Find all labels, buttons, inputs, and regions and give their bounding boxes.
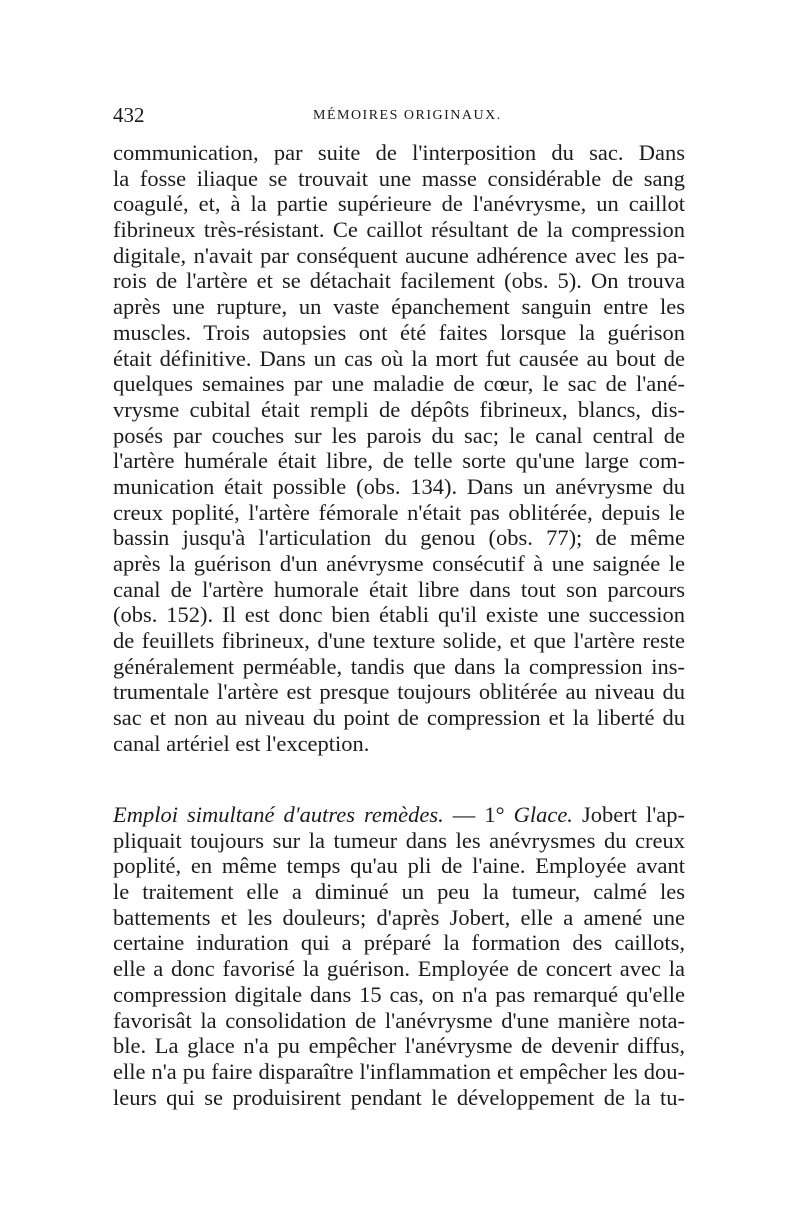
text-line: quelques semaines par une maladie de cœur, le sac de l'ané- [113, 371, 685, 397]
text-line: était définitive. Dans un cas où la mort fut causée au bout de [113, 345, 685, 371]
running-title: MÉMOIRES ORIGINAUX. [313, 108, 502, 123]
text-line: muscles. Trois autopsies ont été faites lorsque la guérison [113, 319, 685, 345]
heading-dash: — 1° [443, 802, 514, 827]
section-heading-line [113, 802, 685, 828]
text-line: trumentale l'artère est presque toujours oblitérée au niveau du [113, 679, 685, 705]
text-line: canal artériel est l'exception. [113, 730, 370, 756]
text-line: généralement perméable, tandis que dans la compression ins- [113, 653, 685, 679]
running-head [113, 103, 685, 129]
text-line: ble. La glace n'a pu empêcher l'anévrysme de devenir diffus, [113, 1033, 685, 1059]
text-line: elle a donc favorisé la guérison. Employée de concert avec la [113, 956, 685, 982]
text-line: battements et les douleurs; d'après Jobert, elle a amené une [113, 904, 685, 930]
text-line: favorisât la consolidation de l'anévrysme d'une manière nota- [113, 1007, 685, 1033]
text-line: compression digitale dans 15 cas, on n'a pas remarqué qu'elle [113, 981, 685, 1007]
text-line: communication, par suite de l'interposition du sac. Dans [113, 140, 685, 165]
text-line: creux poplité, l'artère fémorale n'était pas oblitérée, depuis le [113, 499, 685, 525]
text-line: leurs qui se produisirent pendant le développement de la tu- [113, 1084, 685, 1110]
text-line: fibrineux très-résistant. Ce caillot résultant de la compression [113, 217, 685, 243]
text-line: sac et non au niveau du point de compression et la liberté du [113, 705, 685, 731]
text-line: l'artère humérale était libre, de telle sorte qu'une large com- [113, 448, 685, 474]
heading-continuation: Jobert l'ap- [572, 802, 685, 827]
text-line: (obs. 152). Il est donc bien établi qu'il existe une succession [113, 602, 685, 628]
text-line: pliquait toujours sur la tumeur dans les anévrysmes du creux [113, 827, 685, 853]
text-line: elle n'a pu faire disparaître l'inflammation et empêcher les dou- [113, 1058, 685, 1084]
text-line: rois de l'artère et se détachait facilement (obs. 5). On trouva [113, 268, 685, 294]
page-number: 432 [113, 103, 145, 127]
paragraph-1 [113, 140, 685, 757]
text-line: poplité, en même temps qu'au pli de l'aine. Employée avant [113, 853, 685, 879]
text-line: canal de l'artère humorale était libre dans tout son parcours [113, 576, 685, 602]
text-line: le traitement elle a diminué un peu la tumeur, calmé les [113, 879, 685, 905]
text-line: posés par couches sur les parois du sac; le canal central de [113, 422, 685, 448]
text-line: après une rupture, un vaste épanchement sanguin entre les [113, 294, 685, 320]
text-line: munication était possible (obs. 134). Dans un anévrysme du [113, 473, 685, 499]
text-line: bassin jusqu'à l'articulation du genou (obs. 77); de même [113, 525, 685, 551]
text-line: digitale, n'avait par conséquent aucune adhérence avec les pa- [113, 242, 685, 268]
subsection-heading: Glace. [513, 802, 573, 827]
text-line: après la guérison d'un anévrysme consécutif à une saignée le [113, 551, 685, 576]
text-line: certaine induration qui a préparé la formation des caillots, [113, 930, 685, 956]
text-line: coagulé, et, à la partie supérieure de l'anévrysme, un caillot [113, 191, 685, 217]
text-line: de feuillets fibrineux, d'une texture solide, et que l'artère reste [113, 628, 685, 654]
text-line: la fosse iliaque se trouvait une masse considérable de sang [113, 165, 685, 191]
section-heading: Emploi simultané d'autres remèdes. [113, 802, 444, 827]
paragraph-2 [113, 802, 685, 1110]
text-line: vrysme cubital était rempli de dépôts fibrineux, blancs, dis- [113, 396, 685, 422]
